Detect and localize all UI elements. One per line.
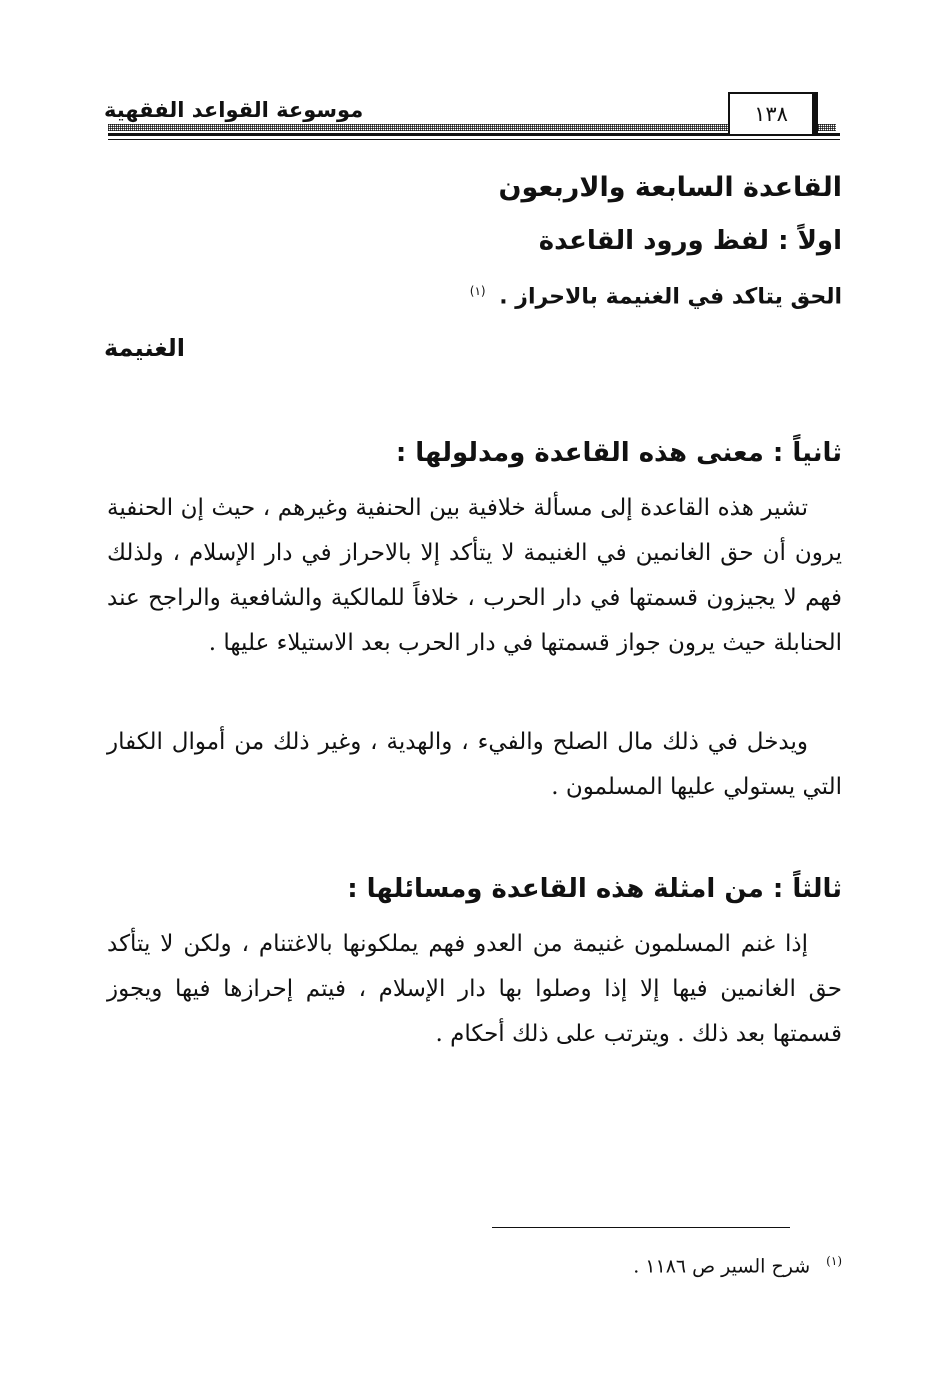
paragraph-text: ويدخل في ذلك مال الصلح والفيء ، والهدية ، وغير ذلك من أموال الكفار التي يستولي عليها المسلمون . xyxy=(107,729,842,800)
section2-paragraph-1 xyxy=(107,486,842,666)
rule-statement-text: الحق يتاكد في الغنيمة بالاحراز . xyxy=(499,284,842,310)
section-heading-third: ثالثاً : من امثلة هذه القاعدة ومسائلها : xyxy=(347,874,842,904)
header-pattern-band xyxy=(108,124,836,131)
rule-statement xyxy=(242,284,842,309)
footnote-separator xyxy=(492,1227,790,1228)
header-rule-thin xyxy=(108,139,840,140)
footnote-reference: (١) xyxy=(469,284,486,298)
section-heading-second: ثانياً : معنى هذه القاعدة ومدلولها : xyxy=(395,438,842,468)
rule-heading: القاعدة السابعة والاربعون xyxy=(498,172,842,203)
section-heading-first: اولاً : لفظ ورود القاعدة xyxy=(538,226,842,256)
page-number-box xyxy=(728,92,818,136)
paragraph-text: تشير هذه القاعدة إلى مسألة خلافية بين الحنفية وغيرهم ، حيث إن الحنفية يرون أن حق الغانمين في الغنيمة لا يتأكد إلا بالاحراز في دار الإسلام ، ولذلك فهم لا يجيزون قسمتها في دار الحرب ، خلافاً للمالكية والشافعية والراجح عند الحنابلة حيث يرون جواز قسمتها في دار الحرب بعد الاستيلاء عليها . xyxy=(107,495,842,656)
margin-keyword: الغنيمة xyxy=(104,334,186,362)
footnote-text: شرح السير ص ١١٨٦ . xyxy=(633,1255,811,1278)
footnote-mark: (١) xyxy=(826,1254,842,1268)
footnote xyxy=(342,1254,842,1277)
section2-paragraph-2 xyxy=(107,720,842,810)
section3-paragraph-1 xyxy=(107,922,842,1057)
page-number: ١٣٨ xyxy=(754,102,788,126)
running-header-title: موسوعة القواعد الفقهية xyxy=(104,98,364,122)
paragraph-text: إذا غنم المسلمون غنيمة من العدو فهم يملكونها بالاغتنام ، ولكن لا يتأكد حق الغانمين فيها إلا إذا وصلوا بها دار الإسلام ، فيتم إحرازها فيها ويجوز قسمتها بعد ذلك . ويترتب على ذلك أحكام . xyxy=(107,931,842,1047)
